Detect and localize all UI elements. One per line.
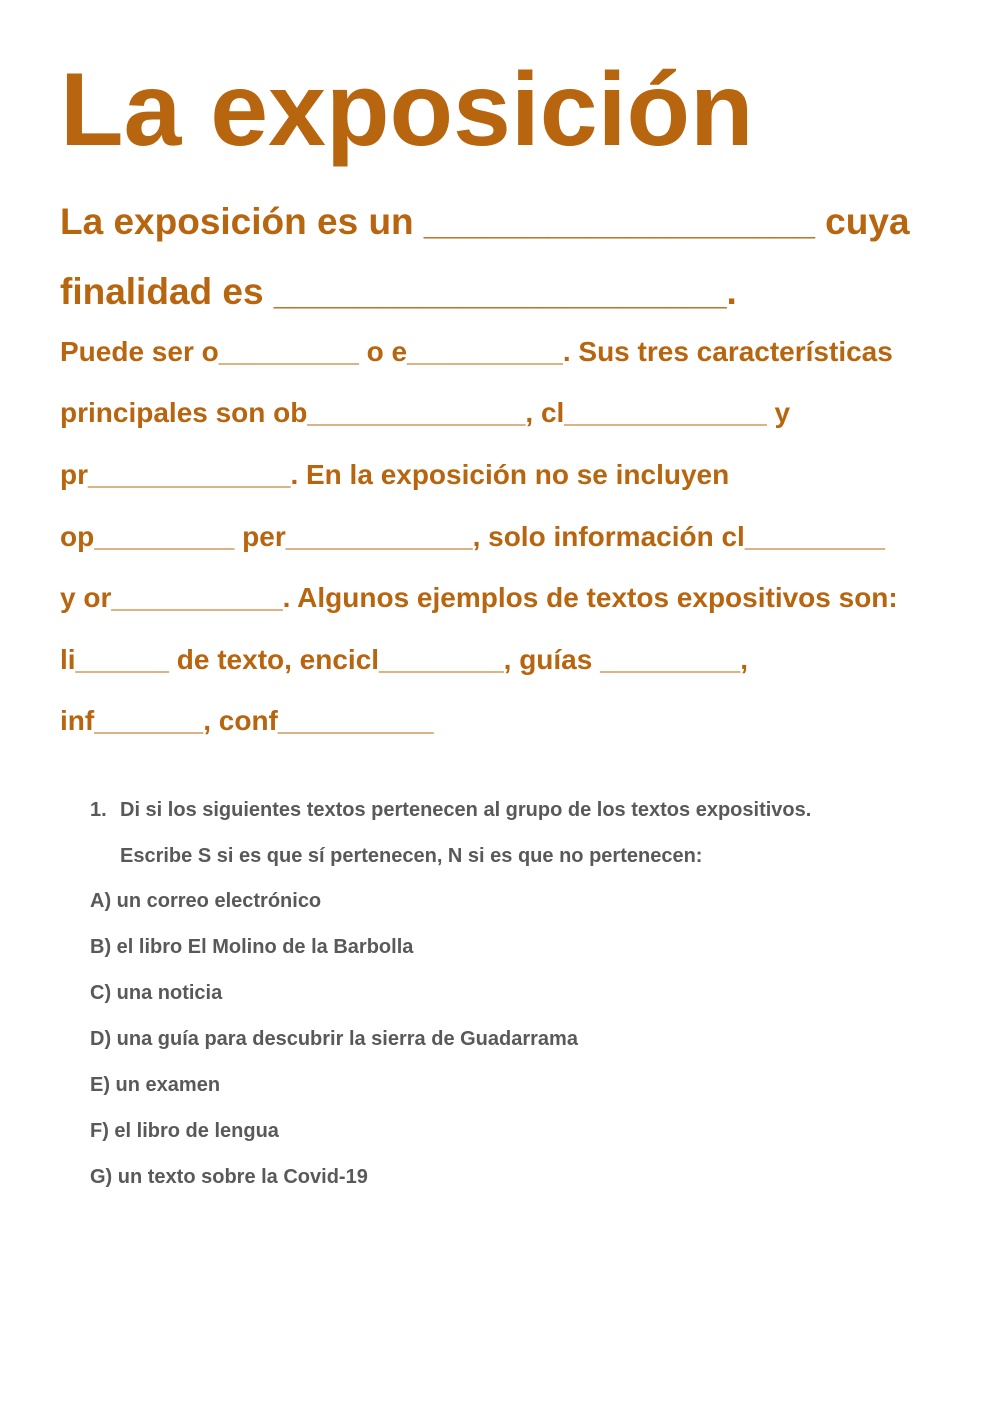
exercise-item-c: C) una noticia xyxy=(90,982,223,1004)
exercise-item-b: B) el libro El Molino de la Barbolla xyxy=(90,936,414,958)
page-title: La exposición xyxy=(60,52,754,168)
exercise-item-a: A) un correo electrónico xyxy=(90,890,322,912)
exercise-item-f: F) el libro de lengua xyxy=(90,1120,279,1142)
definition-line-1: La exposición es un ___________________ cuya xyxy=(60,201,910,242)
exercise-item-e: E) un examen xyxy=(90,1074,221,1096)
fill-text-line-6: li______ de texto, encicl________, guías _________, xyxy=(60,644,749,675)
fill-text-line-5: y or___________. Algunos ejemplos de textos expositivos son: xyxy=(60,582,898,613)
fill-text-line-3: pr_____________. En la exposición no se incluyen xyxy=(60,459,730,490)
fill-text-line-1: Puede ser o_________ o e__________. Sus tres características xyxy=(60,336,893,367)
definition-line-2: finalidad es ______________________. xyxy=(60,271,737,312)
exercise-instruction xyxy=(90,800,811,820)
exercise-instruction-line-2: Escribe S si es que sí pertenecen, N si es que no pertenecen: xyxy=(120,845,703,867)
exercise-number: 1. xyxy=(90,799,107,821)
fill-text-line-2: principales son ob______________, cl_____________ y xyxy=(60,397,791,428)
exercise-instruction-line-1: Di si los siguientes textos pertenecen al grupo de los textos expositivos. xyxy=(120,799,812,821)
fill-text-line-7: inf_______, conf__________ xyxy=(60,705,434,736)
exercise-item-g: G) un texto sobre la Covid-19 xyxy=(90,1166,368,1188)
exercise-item-d: D) una guía para descubrir la sierra de Guadarrama xyxy=(90,1028,578,1050)
fill-text-line-4: op_________ per____________, solo información cl_________ xyxy=(60,521,885,552)
